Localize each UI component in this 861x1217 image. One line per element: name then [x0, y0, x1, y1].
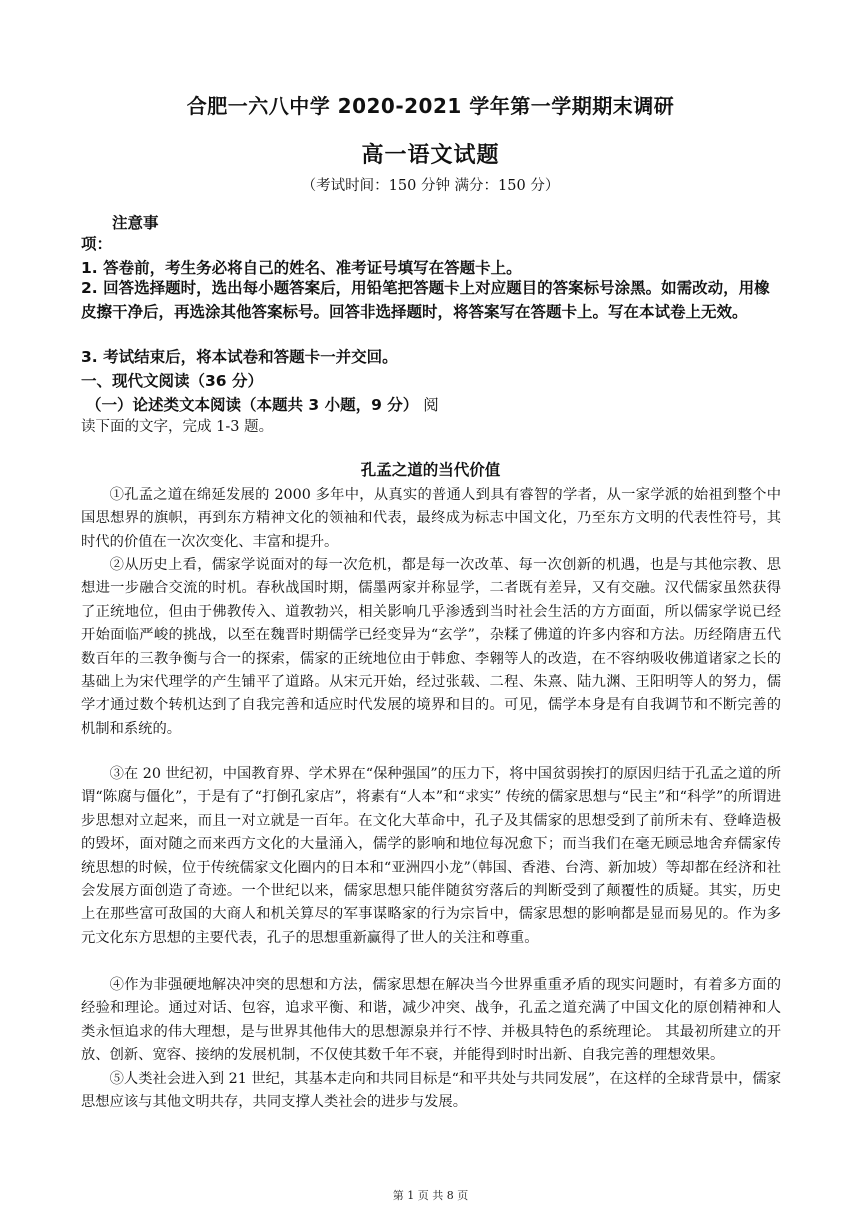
exam-subtitle: 高一语文试题 — [361, 143, 500, 168]
paragraph-text: ④作为非强硬地解决冲突的思想和方法，儒家思想在解决当今世界重重矛盾的现实问题时，有着多方面的经验和理论。通过对话、包容，追求平衡、和谐，减少冲突、战争，孔孟之道充满了中国文化的原创精神和人类永恒追求的伟大理想，是与世界其他伟大的思想源泉并行不悖、并极具特色的系统理论。 其最初所建立的开放、创新、宽容、接纳的发展机制，不仅使其数千年不衰，并能得到时时出新、自我完善的理想效果。 — [81, 977, 781, 1064]
article-title: 孔孟之道的当代价值 — [360, 461, 501, 479]
notice-heading: 注意事 — [112, 214, 159, 232]
exam-title: 合肥一六八中学 2020-2021 学年第一学期期末调研 — [186, 94, 675, 118]
page-number: 第 1 页 共 8 页 — [392, 1189, 469, 1202]
section-heading: 一、现代文阅读（36 分） — [81, 372, 263, 390]
notice-item-1: 1. 答卷前，考生务必将自己的姓名、准考证号填写在答题卡上。 — [81, 259, 522, 277]
notice-heading-cont: 项： — [81, 235, 113, 253]
article-paragraph-2 — [81, 554, 781, 741]
notice-item-2: 2. 回答选择题时，选出每小题答案后，用铅笔把答题卡上对应题目的答案标号涂黑。如需改动，用橡皮擦干净后，再选涂其他答案标号。回答非选择题时，将答案写在答题卡上。写在本试卷上无效。 — [81, 279, 770, 321]
article-paragraph-5 — [81, 1068, 781, 1115]
subsection-heading — [86, 394, 786, 416]
exam-time-info: （考试时间：150 分钟 满分：150 分） — [301, 178, 560, 194]
subsection-title: （一）论述类文本阅读（本题共 3 小题，9 分） — [86, 396, 419, 414]
article-paragraph-1 — [81, 484, 781, 554]
article-paragraph-4 — [81, 974, 781, 1068]
article-paragraph-3 — [81, 763, 781, 950]
paragraph-text: ①孔孟之道在绵延发展的 2000 多年中，从真实的普通人到具有睿智的学者，从一家学派的始祖到整个中国思想界的旗帜，再到东方精神文化的领袖和代表，最终成为标志中国文化，乃至东方文明的代表性符号，其时代的价值在一次次变化、丰富和提升。 — [81, 487, 781, 550]
paragraph-text: ③在 20 世纪初，中国教育界、学术界在“保种强国”的压力下，将中国贫弱挨打的原因归结于孔孟之道的所谓“陈腐与僵化”，于是有了“打倒孔家店”，将素有“人本”和“求实” 传统的儒家思想与“民主”和“科学”的所谓进步思想对立起来，而且一对立就是一百年。在文化大革命中，孔子及其儒家的思想受到了前所未有、登峰造极的毁坏，面对随之而来西方文化的大量涌入，儒学的影响和地位每况愈下；而当我们在毫无顾忌地舍弃儒家传统思想的时候，位于传统儒家文化圈内的日本和“亚洲四小龙”（韩国、香港、台湾、新加坡）等却都在经济和社会发展方面创造了奇迹。一个世纪以来，儒家思想只能伴随贫穷落后的判断受到了颠覆性的质疑。其实，历史上在那些富可敌国的大商人和机关算尽的军事谋略家的行为宗旨中，儒家思想的影响都是显而易见的。作为多元文化东方思想的主要代表，孔子的思想重新赢得了世人的关注和尊重。 — [81, 766, 781, 946]
subsection-tail: 阅 — [418, 396, 439, 414]
paragraph-text: ②从历史上看，儒家学说面对的每一次危机，都是每一次改革、每一次创新的机遇，也是与其他宗教、思想进一步融合交流的时机。春秋战国时期，儒墨两家并称显学，二者既有差异，又有交融。汉代儒家虽然获得了正统地位，但由于佛教传入、道教勃兴，相关影响几乎渗透到当时社会生活的方方面面，所以儒家学说已经开始面临严峻的挑战，以至在魏晋时期儒学已经变异为“玄学”，杂糅了佛道的许多内容和方法。历经隋唐五代数百年的三教争衡与合一的探索，儒家的正统地位由于韩愈、李翱等人的改造，在不容纳吸收佛道诸家之长的基础上为宋代理学的产生铺平了道路。从宋元开始，经过张载、二程、朱熹、陆九渊、王阳明等人的努力，儒学才通过数个转机达到了自我完善和适应时代发展的境界和目的。可见，儒学本身是有自我调节和不断完善的机制和系统的。 — [81, 557, 781, 737]
paragraph-text: ⑤人类社会进入到 21 世纪，其基本走向和共同目标是“和平共处与共同发展”，在这样的全球背景中，儒家思想应该与其他文明共存，共同支撑人类社会的进步与发展。 — [81, 1071, 781, 1111]
notice-item-3: 3. 考试结束后，将本试卷和答题卡一并交回。 — [81, 348, 398, 366]
reading-instruction: 读下面的文字，完成 1-3 题。 — [81, 419, 274, 435]
